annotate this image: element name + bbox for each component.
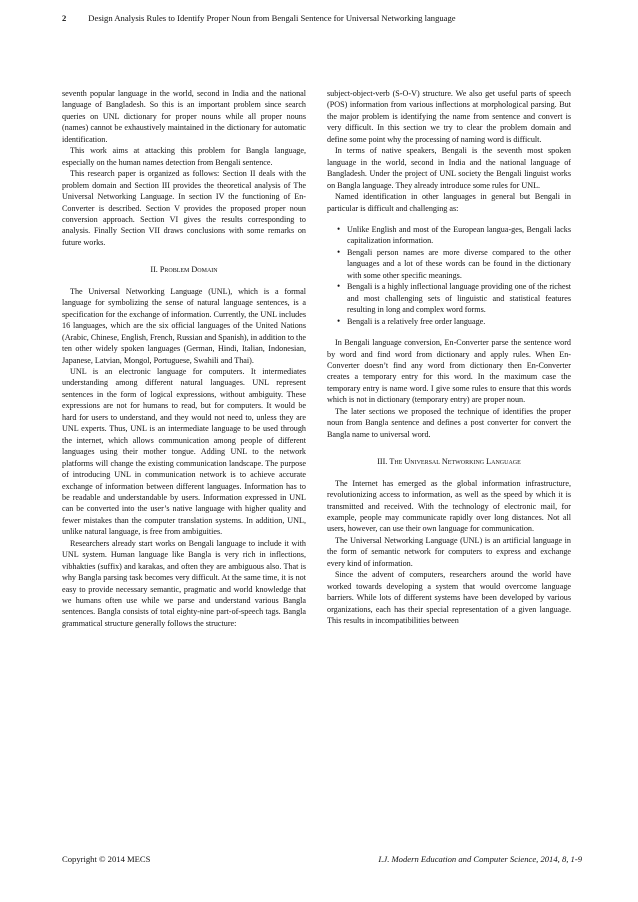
page-number: 2 [62,13,67,23]
running-title: Design Analysis Rules to Identify Proper Noun from Bengali Sentence for Universal Networking language [88,13,456,23]
paragraph: In Bengali language conversion, En-Converter parse the sentence word by word and find word from dictionary and apply rules. When En-Converter doesn’t find any word from dictionary then En-Converter creates a temporary entry for this word. In the maximum case the temporary entry is name word. I give some rules to ensure that this words which is not in dictionary (temporary entry) are proper noun. [327,338,571,405]
paragraph: seventh popular language in the world, second in India and the national language of Bangladesh. So this is an important problem since search queries on UNL dictionary for proper nouns while all proper nouns (names) cannot be exhaustively maintained in the dictionary for automatic identification. [62,89,306,144]
paragraph: This work aims at attacking this problem for Bangla language, especially on the human names detection from Bengali sentence. [62,146,306,167]
bullet-list [327,224,571,327]
list-item: • Bengali person names are more diverse compared to the other languages and a lot of these words can be found in the dictionary with some other specific meanings. [347,247,571,281]
left-column [62,88,306,629]
paragraph: The later sections we proposed the technique of identifies the proper noun from Bangla sentence and defines a post converter for convert the Bangla name to universal word. [327,406,571,439]
paragraph: In terms of native speakers, Bengali is the seventh most spoken language in the world, second in India and the national language of Bangladesh. Under the project of UNL society the Bengali linguist works on Bangla language. They already introduce some rules for UNL. [327,146,571,190]
section-heading [327,456,571,467]
section-title: Problem Domain [159,265,218,275]
list-item: • Unlike English and most of the European langua-ges, Bengali lacks capitalization information. [347,224,571,247]
copyright-notice: Copyright © 2014 MECS [62,854,151,864]
paragraph: Researchers already start works on Bengali language to include it with UNL system. Human language like Bangla is very rich in inflections, vibhakties (suffix) and karakas, and often they are ambiguous also. That is why Bangla parsing task becomes very difficult. At the same time, it is not easy to provide necessary semantic, pragmatic and world knowledge that we humans often use while we parse and understand various Bangla sentences. Bangla consists of total eighty-nine part-of-speech tags. Bangla grammatical structure generally follows the structure: [62,538,306,628]
running-header [62,10,582,26]
paragraph: UNL is an electronic language for computers. It intermediates understanding among different natural languages. UNL represent sentences in the form of logical expressions, without ambiguity. These expressions are not for humans to read, but for computers. It would be hard for users to understand, and they would not need to, unless they are UNL experts. Thus, UNL is an intermediate language to be used through the internet, which allows communication among people of different languages using their mother tongue. Adding UNL to the network platforms will change the existing communication landscape. The purpose of introducing UNL in communication network is to achieve accurate exchange of information between different languages. Information has to be readable and understandable by users. Information expressed in UNL can be converted into the user’s native language with higher quality and fewer mistakes than the computer translation systems. In addition, UNL, unlike natural language, is free from ambiguities. [62,366,306,537]
right-column [327,88,571,626]
paragraph: subject-object-verb (S-O-V) structure. We also get useful parts of speech (POS) information from various inflections at morphological parsing. But the major problem is identifying the name from sentence and convert is very difficult. In this section we try to clear the problem domain and define some point why the processing of naming word is difficult. [327,89,571,144]
paragraph: Since the advent of computers, researchers around the world have worked towards developing a system that would overcome language barriers. While lots of different systems have been developed by various organizations, each has their special representation of a given language. This results in incompatibilities between [327,570,571,626]
section-number: III. [377,457,388,467]
paragraph: Named identification in other languages in general but Bengali in particular is difficult and challenging as: [327,192,571,213]
section-number: II. [150,265,158,275]
paragraph: The Universal Networking Language (UNL), which is a formal language for symbolizing the sense of natural language sentences, is a specification for the exchange of information. Currently, the UNL includes 16 languages, which are the six official languages of the United Nations (Arabic, Chinese, English, French, Russian and Spanish), in addition to the ten other widely spoken languages (German, Hindi, Italian, Indonesian, Japanese, Latvian, Mongol, Portuguese, Swahili and Thai). [62,286,306,365]
paragraph: The Internet has emerged as the global information infrastructure, revolutionizing access to information, as well as the speed by which it is transmitted and received. With the technology of electronic mail, for example, people may communicate rapidly over long distances. Not all users, however, can use their own language for communication. [327,478,571,534]
paragraph: This research paper is organized as follows: Section II deals with the problem domain and Section III provides the theoretical analysis of The Universal Networking Language. In section IV the functioning of En-Converter is described. Section V provides the proposed proper noun conversion approach. Section VI gives the results corresponding to analysis. Finally Section VII draws conclusions with some remarks on future works. [62,169,306,247]
section-heading [62,264,306,275]
page-footer [62,852,582,866]
paragraph: The Universal Networking Language (UNL) is an artificial language in the form of semantic network for computers to express and exchange every kind of information. [327,535,571,568]
list-item: • Bengali is a highly inflectional language providing one of the richest and most challenging sets of linguistic and statistical features resulting in long and complex word forms. [347,281,571,315]
section-title: The Universal Networking Language [389,457,521,467]
journal-citation: I.J. Modern Education and Computer Science, 2014, 8, 1-9 [378,854,582,864]
list-item: • Bengali is a relatively free order language. [347,316,571,327]
